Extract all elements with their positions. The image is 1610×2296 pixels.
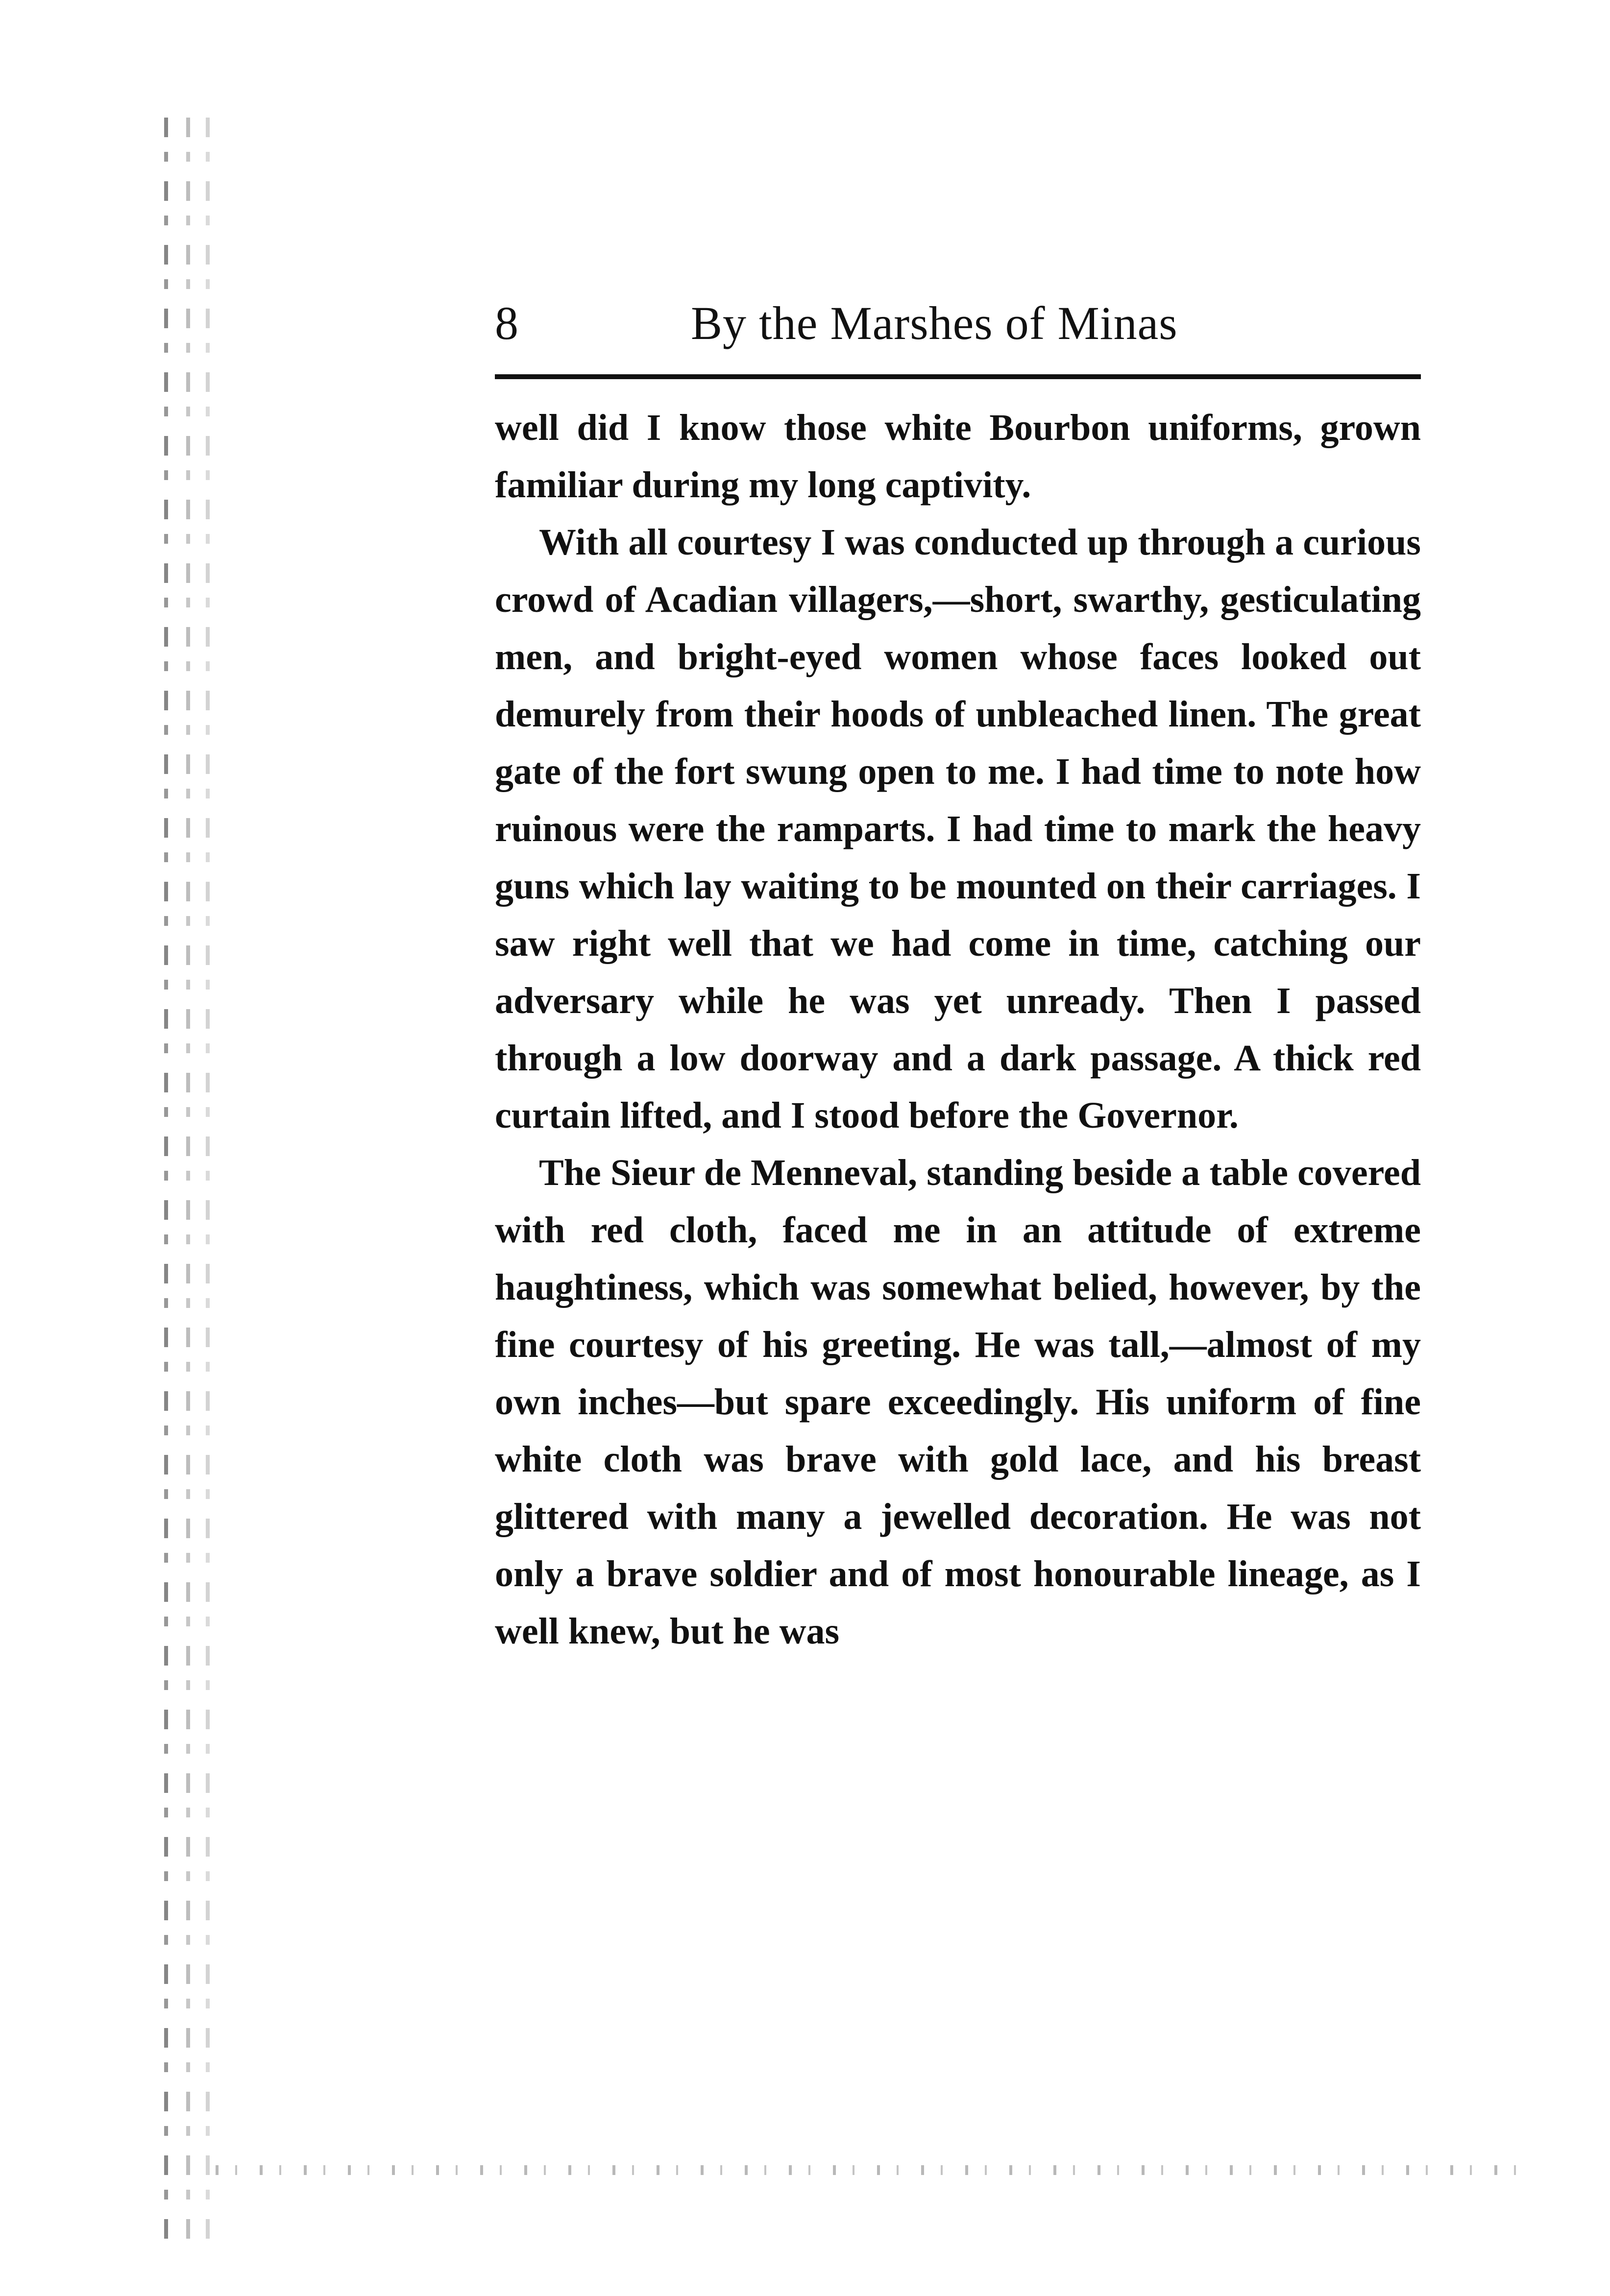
scan-noise [216, 2165, 1538, 2175]
body-text [495, 399, 1421, 1660]
page-header [495, 289, 1421, 358]
binding-edge-shadow [159, 118, 213, 2253]
header-rule [495, 374, 1421, 379]
paragraph: The Sieur de Menneval, standing beside a table covered with red cloth, faced me in an attitude of extreme haughtiness, which was somewhat belied, however, by the fine courtesy of his greeting. He was tall,—almost of my own inches—but spare exceedingly. His uniform of fine white cloth was brave with gold lace, and his breast glittered with many a jewelled decoration. He was not only a brave soldier and of most honourable lineage, as I well knew, but he was [495, 1152, 1421, 1652]
paragraph: well did I know those white Bourbon uniforms, grown familiar during my long captivity. [495, 407, 1421, 506]
page-number: 8 [495, 297, 518, 349]
paragraph: With all courtesy I was conducted up through a curious crowd of Acadian villagers,—short, swarthy, gesticulating men, and bright-eyed women whose faces looked out demurely from their hoods of unbleached linen. The great gate of the fort swung open to me. I had time to note how ruinous were the ramparts. I had time to mark the heavy guns which lay waiting to be mounted on their carriages. I saw right well that we had come in time, catching our adversary while he was yet unready. Then I passed through a low doorway and a dark passage. A thick red curtain lifted, and I stood before the Governor. [495, 522, 1421, 1136]
running-title: By the Marshes of Minas [691, 297, 1178, 349]
